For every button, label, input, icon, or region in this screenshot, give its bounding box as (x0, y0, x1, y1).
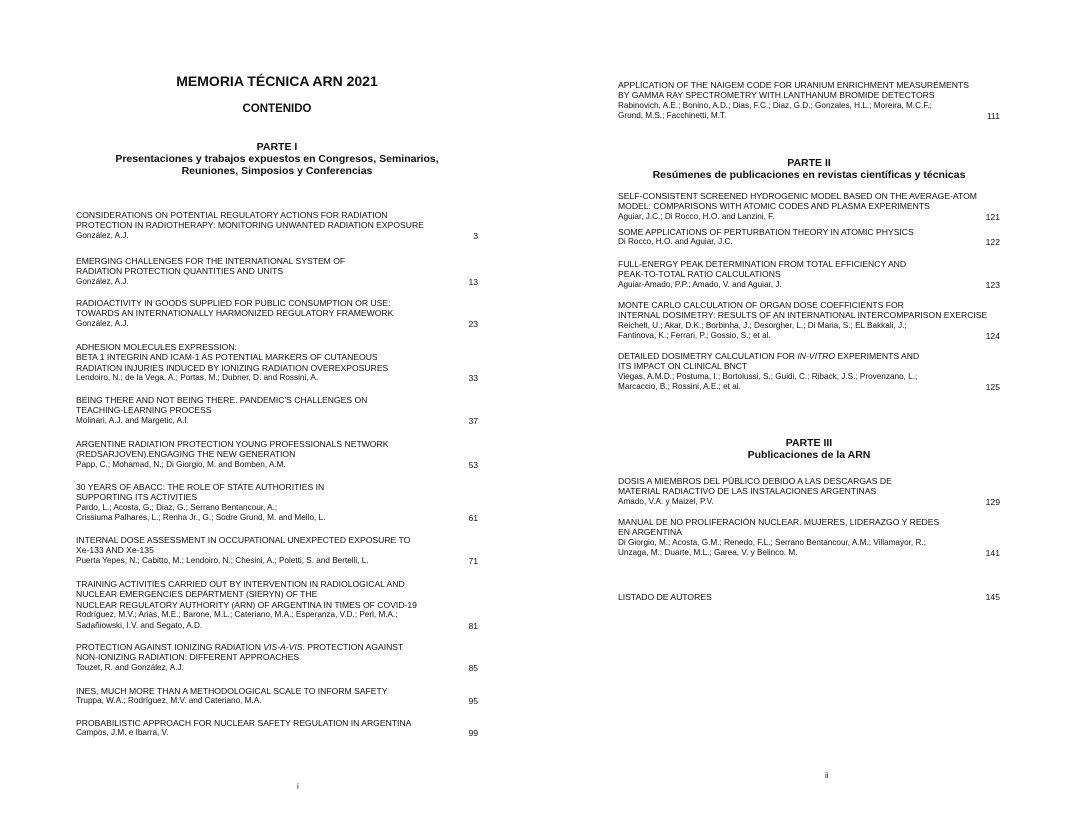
entry-title-line: RADIATION PROTECTION QUANTITIES AND UNITS (76, 266, 284, 277)
entry-authors: Truppa, W.A.; Rodríguez, M.V. and Cateriano, M.A. (76, 696, 262, 706)
part-3-label: PARTE III (785, 437, 833, 449)
part-1-header (76, 141, 478, 177)
right-page (618, 0, 1000, 814)
entry-authors: Marcaccio, B.; Rossini, A.E.; et al. (618, 382, 741, 392)
entry-page-number: 23 (468, 318, 478, 329)
entry-authors: Molinari, A.J. and Margetic, A.I. (76, 415, 189, 425)
entry-authors: Unzaga, M.; Duarte, M.L.; Garea, V. y Belinco. M. (618, 548, 798, 558)
toc-entry[interactable] (618, 259, 1000, 290)
entry-title-line: MANUAL DE NO PROLIFERACIÓN NUCLEAR. MUJERES, LIDERAZGO Y REDES (618, 517, 940, 527)
toc-entry[interactable] (76, 395, 478, 426)
entry-title-italic: IN-VITRO (797, 351, 836, 361)
entry-page-number: 81 (468, 620, 478, 631)
entry-title-line: TOWARDS AN INTERNATIONALLY HARMONIZED REGULATORY FRAMEWORK (76, 308, 394, 319)
toc-entry[interactable] (76, 342, 478, 384)
toc-entry[interactable] (76, 686, 478, 707)
entry-title-line: RADIOACTIVITY IN GOODS SUPPLIED FOR PUBLIC CONSUMPTION OR USE: (76, 298, 391, 308)
entry-authors: Puerta Yepes, N.; Cabitto, M.; Lendoiro, N.; Chesini, A.; Poletti, S. and Bertelli, L. (76, 555, 369, 565)
entry-title-line: PEAK-TO-TOTAL RATIO CALCULATIONS (618, 269, 781, 280)
entry-title-line: EMERGING CHALLENGES FOR THE INTERNATIONAL SYSTEM OF (76, 256, 346, 266)
entry-title-line: ADHESION MOLECULES EXPRESSION: (76, 342, 237, 352)
toc-entry[interactable] (76, 579, 478, 631)
entry-page-number: 124 (985, 331, 1000, 342)
entry-title-line: RADIATION INJURIES INDUCED BY IONIZING RADIATION OVEREXPOSURES (76, 362, 389, 373)
entry-title-line: APPLICATION OF THE NAIGEM CODE FOR URANIUM ENRICHMENT MEASUREMENTS (618, 80, 969, 90)
entry-authors: Reichelt, U.; Akar, D.K.; Borbinha, J.; Desorgher, L.; Di Maria, S.; EL Bakkali, J.; (618, 320, 907, 330)
entry-title-line: INES, MUCH MORE THAN A METHODOLOGICAL SCALE TO INFORM SAFETY (76, 686, 388, 696)
entry-page-number: 95 (468, 696, 478, 707)
left-page-number: i (297, 782, 299, 791)
entry-title-line: Xe-133 AND Xe-135 (76, 545, 154, 556)
entry-title-line: BY GAMMA RAY SPECTROMETRY WITH LANTHANUM BROMIDE DETECTORS (618, 90, 935, 101)
toc-entry[interactable] (76, 535, 478, 566)
part-3-subtitle-line: Publicaciones de la ARN (747, 449, 871, 461)
entry-title-line: CONSIDERATIONS ON POTENTIAL REGULATORY ACTIONS FOR RADIATION (76, 210, 388, 220)
entry-page-number: 37 (468, 415, 478, 426)
entry-title-line: TRAINING ACTIVITIES CARRIED OUT BY INTERVENTION IN RADIOLOGICAL AND (76, 579, 405, 589)
toc-entry[interactable] (618, 476, 1000, 507)
part-1-subtitle-line: Presentaciones y trabajos expuestos en Congresos, Seminarios, (115, 153, 439, 165)
part-2-header (618, 157, 1000, 181)
entry-authors: Touzet, R. and González, A.J. (76, 662, 184, 672)
entry-authors: Di Rocco, H.O. and Aguiar, J.C. (618, 237, 733, 247)
toc-entry[interactable] (618, 517, 1000, 559)
entry-authors: Sadañiowski, I.V. and Segato, A.D. (76, 620, 203, 630)
entry-page-number: 99 (468, 728, 478, 739)
entry-title-line: BETA 1 INTEGRIN AND ICAM-1 AS POTENTIAL MARKERS OF CUTANEOUS (76, 352, 378, 363)
entry-page-number: 111 (986, 111, 1000, 122)
entry-authors: Fantinova, K.; Ferrari, P.; Gossio, S.; et al. (618, 331, 771, 341)
entry-title-part: PROTECTION AGAINST IONIZING RADIATION (76, 642, 264, 652)
entry-authors: Rabinovich, A.E.; Bonino, A.D.; Dias, F.C.; Diaz, G.D.; Gonzales, H.L.; Moreira, M.C.F.; (618, 100, 932, 110)
entry-page-number: 145 (985, 592, 1000, 602)
entry-title-line: SOME APPLICATIONS OF PERTURBATION THEORY IN ATOMIC PHYSICS (618, 227, 914, 237)
entry-title-line: MATERIAL RADIACTIVO DE LAS INSTALACIONES ARGENTINAS (618, 486, 877, 497)
entry-title-line: FULL-ENERGY PEAK DETERMINATION FROM TOTAL EFFICIENCY AND (618, 259, 907, 269)
entry-title-line (76, 642, 478, 652)
part-1-label: PARTE I (256, 141, 298, 153)
entry-title-line: ARGENTINE RADIATION PROTECTION YOUNG PROFESSIONALS NETWORK (76, 439, 389, 449)
entry-authors: Papp, C.; Mohamad, N.; Di Giorgio, M. and Bomben, A.M. (76, 459, 286, 469)
entry-page-number: 61 (468, 513, 478, 524)
entry-title-line: 30 YEARS OF ABACC: THE ROLE OF STATE AUTHORITIES IN (76, 482, 325, 492)
entry-authors: Crissiuma Palhares, L.; Renha Jr., G.; Sodre Grund, M. and Mello, L. (76, 513, 326, 523)
toc-entry[interactable] (618, 227, 1000, 248)
entry-title-line: BEING THERE AND NOT BEING THERE. PANDEMIC'S CHALLENGES ON (76, 395, 368, 405)
entry-title-line: MONTE CARLO CALCULATION OF ORGAN DOSE COEFFICIENTS FOR (618, 300, 904, 310)
entry-page-number: 33 (468, 373, 478, 384)
entry-authors: Rodríguez, M.V.; Arias, M.E.; Barone, M.L.; Cateriano, M.A.; Esperanza, V.D.; Perl, M.A.; (76, 610, 398, 620)
entry-authors: Lendoiro, N.; de la Vega, A.; Portas, M.; Dubner, D. and Rossini, A. (76, 373, 319, 383)
entry-title-line: EN ARGENTINA (618, 527, 682, 538)
toc-entry[interactable] (76, 256, 478, 287)
entry-page-number: 53 (468, 459, 478, 470)
part-3-header (618, 437, 1000, 461)
entry-authors: Grund, M.S.; Facchinetti, M.T. (618, 111, 727, 121)
document-title: MEMORIA TÉCNICA ARN 2021 (176, 73, 378, 89)
toc-entry[interactable] (76, 482, 478, 524)
part-1-subtitle-line: Reuniones, Simposios y Conferencias (181, 165, 373, 177)
part-2-subtitle-line: Resúmenes de publicaciones en revistas científicas y técnicas (652, 169, 966, 181)
entry-authors: Viegas, A.M.D.; Postuma, I.; Bortolussi, S.; Guidi, C.; Riback, J.S.; Provenzano, L.; (618, 371, 918, 381)
entry-title-line: ITS IMPACT ON CLINICAL BNCT (618, 361, 748, 372)
entry-title-line: MODEL: COMPARISONS WITH ATOMIC CODES AND PLASMA EXPERIMENTS (618, 201, 930, 212)
part-2-label: PARTE II (787, 157, 831, 169)
entry-title-line: PROTECTION IN RADIOTHERAPY: MONITORING UNWANTED RADIATION EXPOSURE (76, 220, 424, 231)
entry-title-line: (REDSARJOVEN).ENGAGING THE NEW GENERATION (76, 449, 296, 460)
toc-entry[interactable] (618, 191, 1000, 222)
entry-title-part: EXPERIMENTS AND (835, 351, 920, 361)
entry-authors: Amado, V.A. y Maizel, P.V. (618, 496, 714, 506)
entry-title-line: INTERNAL DOSE ASSESSMENT IN OCCUPATIONAL UNEXPECTED EXPOSURE TO (76, 535, 411, 545)
entry-authors: Di Giorgio, M.; Acosta, G.M.; Renedo, F.L.; Serrano Bentancour, A.M.; Villamayor, R.; (618, 537, 926, 547)
entry-page-number: 122 (985, 237, 1000, 248)
entry-page-number: 123 (985, 279, 1000, 290)
entry-title-line: PROBABILISTIC APPROACH FOR NUCLEAR SAFETY REGULATION IN ARGENTINA (76, 718, 412, 728)
entry-title-line: NUCLEAR EMERGENCIES DEPARTMENT (SIERYN) OF THE (76, 589, 318, 600)
entry-title-italic: VIS-À-VIS (263, 642, 303, 652)
toc-entry[interactable] (76, 210, 478, 241)
entry-title-line: INTERNAL DOSIMETRY: RESULTS OF AN INTERNATIONAL INTERCOMPARISON EXERCISE (618, 310, 988, 321)
authors-list-entry[interactable] (618, 592, 1000, 602)
entry-authors: Aguiar, J.C.; Di Rocco, H.O. and Lanzini, F. (618, 211, 775, 221)
toc-entry[interactable] (76, 439, 478, 470)
entry-page-number: 121 (985, 211, 1000, 222)
entry-title-part: DETAILED DOSIMETRY CALCULATION FOR (618, 351, 798, 361)
entry-authors: González, A.J. (76, 318, 129, 328)
entry-title-line: DOSIS A MIEMBROS DEL PÚBLICO DEBIDO A LAS DESCARGAS DE (618, 476, 892, 486)
entry-page-number: 3 (473, 230, 478, 241)
right-page-number: ii (825, 771, 829, 780)
entry-title-line: NON-IONIZING RADIATION: DIFFERENT APPROACHES (76, 652, 300, 663)
toc-entry[interactable] (76, 642, 478, 673)
entry-authors: Pardo, L.; Acosta, G.; Diaz, G.; Serrano Bentancour, A.; (76, 502, 278, 512)
authors-list-label: LISTADO DE AUTORES (618, 592, 712, 602)
left-page (76, 0, 478, 814)
toc-entry[interactable] (618, 351, 1000, 393)
entry-page-number: 129 (985, 496, 1000, 507)
contents-heading: CONTENIDO (242, 103, 312, 115)
entry-authors: Campos, J.M. e Ibarra, V. (76, 728, 169, 738)
toc-entry[interactable] (618, 300, 1000, 342)
entry-page-number: 125 (985, 382, 1000, 393)
entry-authors: Aguiar-Amado, P.P.; Amado, V. and Aguiar, J. (618, 279, 782, 289)
entry-title-line: SUPPORTING ITS ACTIVITIES (76, 492, 198, 503)
entry-title-part: . PROTECTION AGAINST (302, 642, 404, 652)
entry-authors: González, A.J. (76, 230, 129, 240)
entry-title-line: TEACHING-LEARNING PROCESS (76, 405, 212, 416)
entry-title-line: NUCLEAR REGULATORY AUTHORITY (ARN) OF ARGENTINA IN TIMES OF COVID-19 (76, 599, 417, 610)
entry-page-number: 141 (985, 548, 1000, 559)
entry-title-line (618, 351, 1000, 361)
entry-page-number: 85 (468, 662, 478, 673)
entry-page-number: 13 (468, 276, 478, 287)
toc-entry[interactable] (76, 718, 478, 739)
toc-entry[interactable] (618, 80, 1000, 122)
toc-entry[interactable] (76, 298, 478, 329)
entry-authors: González, A.J. (76, 276, 129, 286)
entry-title-line: SELF-CONSISTENT SCREENED HYDROGENIC MODEL BASED ON THE AVERAGE-ATOM (618, 191, 977, 201)
entry-page-number: 71 (468, 555, 478, 566)
